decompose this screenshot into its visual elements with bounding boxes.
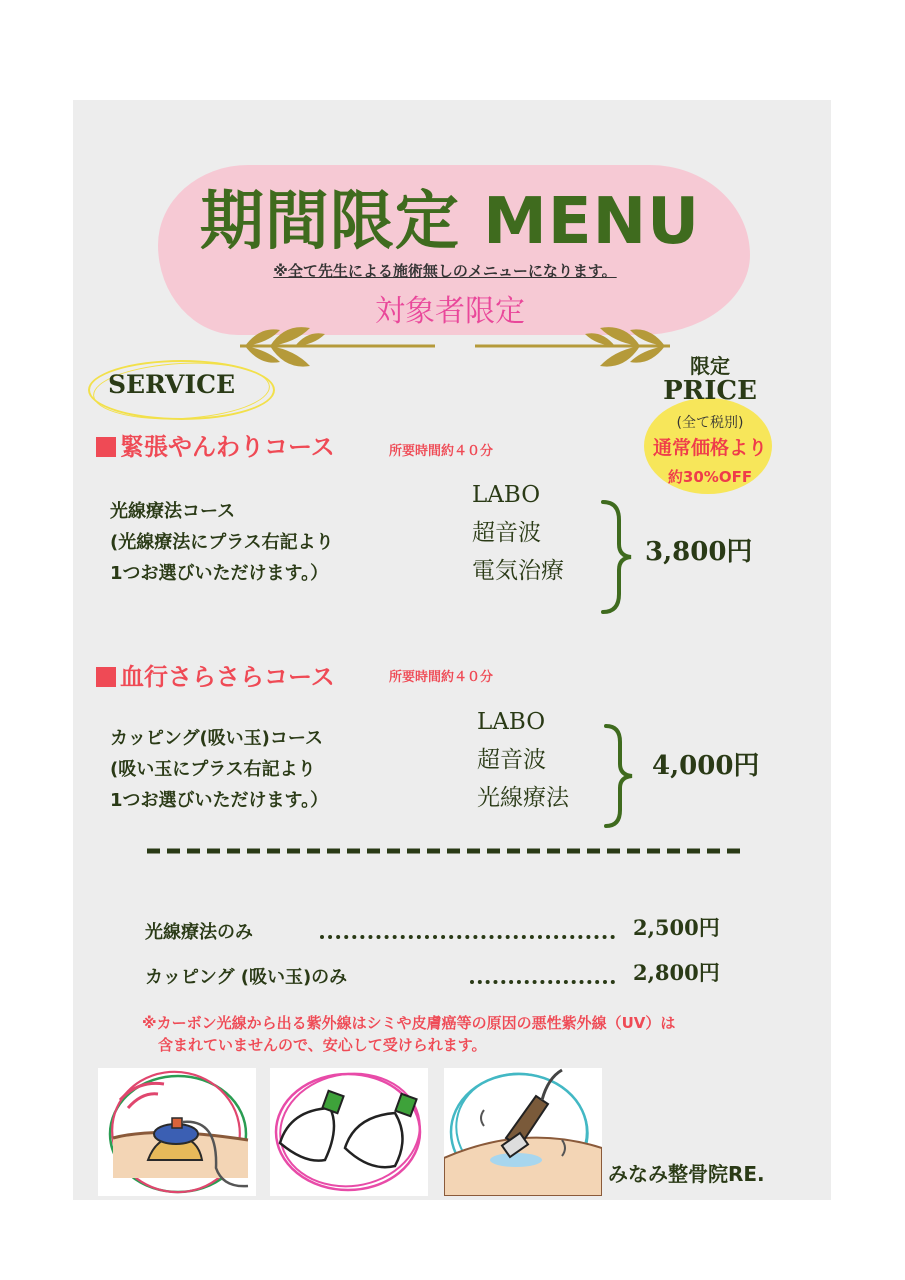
uv-note-line: ※カーボン光線から出る紫外線はシミや皮膚癌等の原因の悪性紫外線（UV）は	[142, 1014, 676, 1032]
course-heading-text: 血行さらさらコース	[120, 663, 335, 691]
course-duration: 所要時間約４０分	[389, 444, 494, 459]
course-price: 3,800円	[645, 537, 753, 567]
course-option: 電気治療	[472, 558, 564, 584]
single-item-price: 2,800円	[633, 960, 720, 985]
course-heading-text: 緊張やんわりコース	[120, 433, 335, 461]
leader-dots	[470, 980, 615, 984]
course-desc-line: 1つお選びいただけます。）	[110, 563, 329, 584]
service-label: SERVICE	[108, 370, 236, 399]
course-options	[472, 476, 564, 590]
single-item-name: 光線療法のみ	[145, 922, 253, 943]
leader-dots	[320, 935, 615, 939]
single-item-price: 2,500円	[633, 915, 720, 940]
course-desc-line: カッピング(吸い玉)コース	[110, 728, 324, 749]
tax-note: (全て税別)	[676, 415, 744, 431]
header-note: ※全て先生による施術無しのメニューになります。	[273, 262, 617, 280]
ultrasound-image	[444, 1068, 602, 1196]
square-bullet-icon	[96, 437, 116, 457]
limited-label: 限定	[690, 354, 730, 378]
course-desc-line: 1つお選びいただけます。）	[110, 790, 329, 811]
single-item-name: カッピング (吸い玉)のみ	[145, 967, 348, 988]
course-desc-line: (吸い玉にプラス右記より	[110, 759, 316, 780]
course-option: 超音波	[477, 747, 546, 773]
course-description	[110, 723, 328, 816]
price-label: PRICE	[663, 376, 757, 406]
clinic-name: みなみ整骨院RE.	[608, 1162, 765, 1186]
light-therapy-image	[98, 1068, 256, 1196]
ultrasound-illustration-icon	[444, 1068, 602, 1196]
dashed-divider	[147, 848, 747, 854]
course-option: LABO	[477, 709, 546, 735]
service-label-wrap	[88, 360, 273, 420]
course-heading	[96, 657, 335, 692]
square-bullet-icon	[96, 667, 116, 687]
course-desc-line: 光線療法コース	[110, 501, 236, 522]
discount-line-1: 通常価格より	[652, 437, 767, 459]
light-therapy-illustration-icon	[98, 1068, 256, 1196]
cupping-illustration-icon	[270, 1068, 428, 1196]
course-option: 超音波	[472, 520, 541, 546]
course-heading	[96, 427, 335, 462]
brace-icon	[597, 498, 635, 616]
course-option: 光線療法	[477, 785, 569, 811]
uv-note-line: 含まれていませんので、安心して受けられます。	[158, 1036, 487, 1054]
course-duration: 所要時間約４０分	[389, 670, 494, 685]
course-description	[110, 496, 334, 589]
course-price: 4,000円	[652, 751, 760, 781]
right-branch-icon	[470, 318, 680, 380]
course-desc-line: (光線療法にプラス右記より	[110, 532, 334, 553]
page-title: 期間限定 MENU	[199, 185, 701, 259]
brace-icon	[600, 722, 638, 830]
course-options	[477, 703, 569, 817]
discount-line-2: 約30%OFF	[667, 468, 753, 486]
cupping-image	[270, 1068, 428, 1196]
uv-note	[142, 1012, 782, 1056]
course-option: LABO	[472, 482, 541, 508]
target-label: 対象者限定	[375, 294, 525, 329]
